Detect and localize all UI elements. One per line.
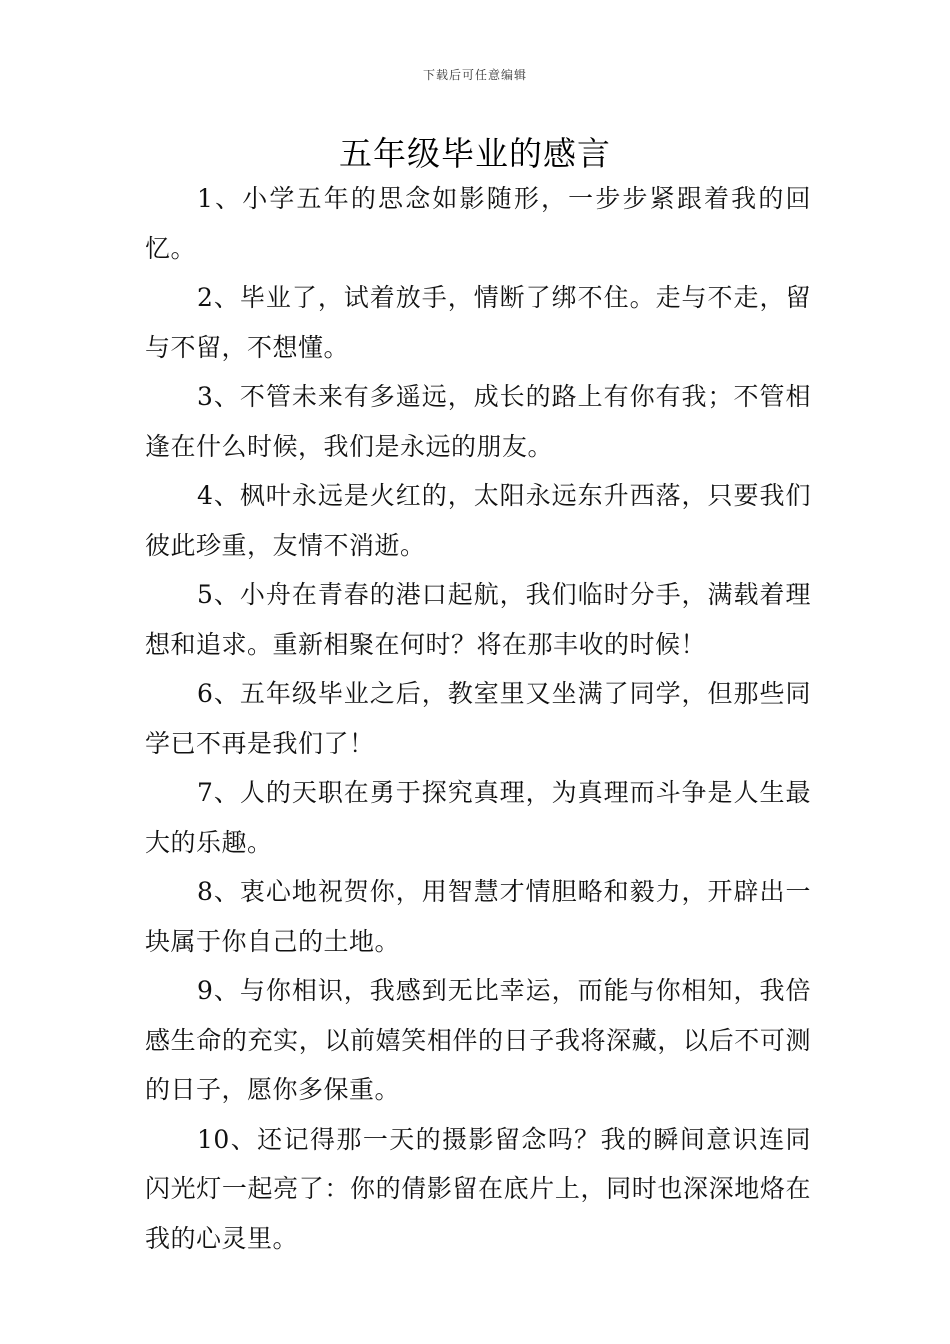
paragraph-8: 8、衷心地祝贺你，用智慧才情胆略和毅力，开辟出一块属于你自己的土地。 (145, 877, 811, 956)
paragraph-3: 3、不管未来有多遥远，成长的路上有你有我；不管相逢在什么时候，我们是永远的朋友。 (145, 382, 811, 461)
paragraph-5: 5、小舟在青春的港口起航，我们临时分手，满载着理想和追求。重新相聚在何时？将在那丰收的时候！ (145, 580, 811, 659)
paragraph-9: 9、与你相识，我感到无比幸运，而能与你相知，我倍感生命的充实，以前嬉笑相伴的日子我将深藏，以后不可测的日子，愿你多保重。 (145, 976, 811, 1104)
document-title: 五年级毕业的感言 (339, 134, 611, 173)
header-note: 下载后可任意编辑 (422, 68, 527, 82)
document-body (145, 174, 811, 1263)
paragraph-1: 1、小学五年的思念如影随形，一步步紧跟着我的回忆。 (145, 184, 811, 263)
paragraph-7: 7、人的天职在勇于探究真理，为真理而斗争是人生最大的乐趣。 (145, 778, 811, 857)
paragraph-4: 4、枫叶永远是火红的，太阳永远东升西落，只要我们彼此珍重，友情不消逝。 (145, 481, 811, 560)
paragraph-10: 10、还记得那一天的摄影留念吗？我的瞬间意识连同闪光灯一起亮了：你的倩影留在底片上，同时也深深地烙在我的心灵里。 (145, 1124, 811, 1253)
paragraph-6: 6、五年级毕业之后，教室里又坐满了同学，但那些同学已不再是我们了！ (145, 679, 811, 758)
paragraph-2: 2、毕业了，试着放手，情断了绑不住。走与不走，留与不留，不想懂。 (145, 283, 811, 362)
